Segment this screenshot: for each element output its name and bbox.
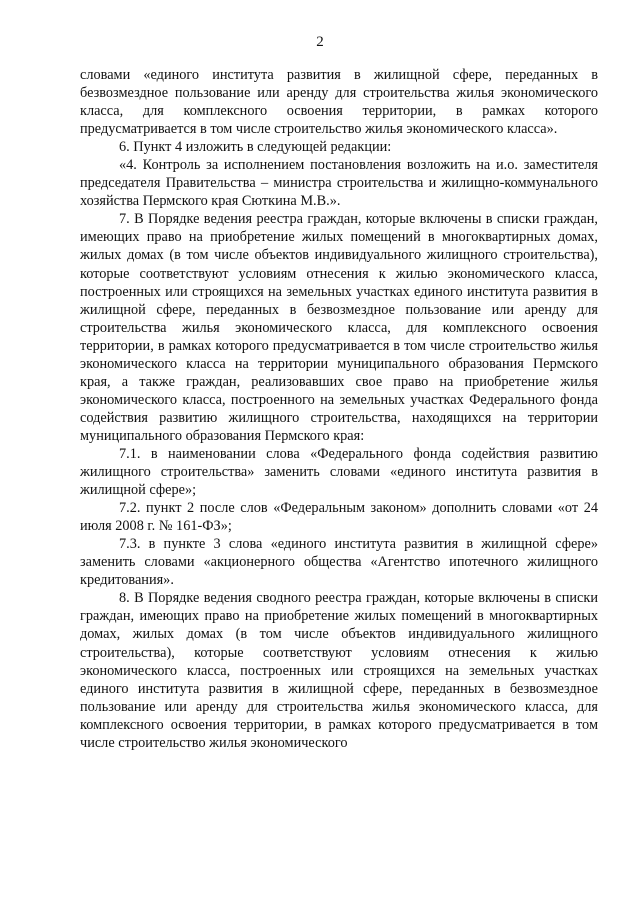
paragraph-item-7-2: 7.2. пункт 2 после слов «Федеральным законом» дополнить словами «от 24 июля 2008 г. № 161-ФЗ»; (80, 500, 598, 535)
paragraph-continuation: словами «единого института развития в жилищной сфере, переданных в безвозмездное пользование или аренду для строительства жилья экономического класса, для комплексного освоения территории, в рамках которого предусматривается в том числе строительство жилья экономического класса». (80, 67, 598, 138)
paragraph-item-6: 6. Пункт 4 изложить в следующей редакции: (119, 139, 392, 156)
document-body (80, 66, 598, 752)
paragraph-item-7-1: 7.1. в наименовании слова «Федерального фонда содействия развитию жилищного строительства» заменить словами «единого института развития в жилищной сфере»; (80, 445, 598, 499)
paragraph-item-4-quote: «4. Контроль за исполнением постановления возложить на и.о. заместителя председателя Правительства – министра строительства и жилищно-коммунального хозяйства Пермского края Сюткина М.В.». (80, 157, 598, 210)
paragraph-item-8: 8. В Порядке ведения сводного реестра граждан, которые включены в списки граждан, имеющих право на приобретение жилых помещений в многоквартирных домах, жилых домах (в том числе объектов индивидуального жилищного строительства), которые соответствуют условиям отнесения к жилью экономического класса, построенных или строящихся на земельных участках единого института развития в жилищной сфере, переданных в безвозмездное пользование или аренду для строительства жилья экономического класса, для комплексного освоения территории, в рамках которого предусматривается в том числе строительство жилья экономического (80, 590, 598, 751)
paragraph-item-7: 7. В Порядке ведения реестра граждан, которые включены в списки граждан, имеющих право на приобретение жилых помещений в многоквартирных домах, жилых домах (в том числе объектов индивидуального жилищного строительства), которые соответствуют условиям отнесения к жилью экономического класса, построенных или строящихся на земельных участках единого института развития в жилищной сфере, переданных в безвозмездное пользование или аренду для строительства жилья экономического класса, для комплексного освоения территории, в рамках которого предусматривается в том числе строительство жилья экономического класса на территории муниципального образования Пермского края, а также граждан, реализовавших свое право на приобретение жилья экономического класса, построенного на земельных участках Федерального фонда содействия развитию жилищного строительства, находящихся на территории муниципального образования Пермского края: (80, 211, 598, 444)
page-number: 2 (316, 34, 324, 50)
paragraph-item-7-3: 7.3. в пункте 3 слова «единого института развития в жилищной сфере» заменить словами «акционерного общества «Агентство ипотечного жилищного кредитования». (80, 536, 598, 589)
